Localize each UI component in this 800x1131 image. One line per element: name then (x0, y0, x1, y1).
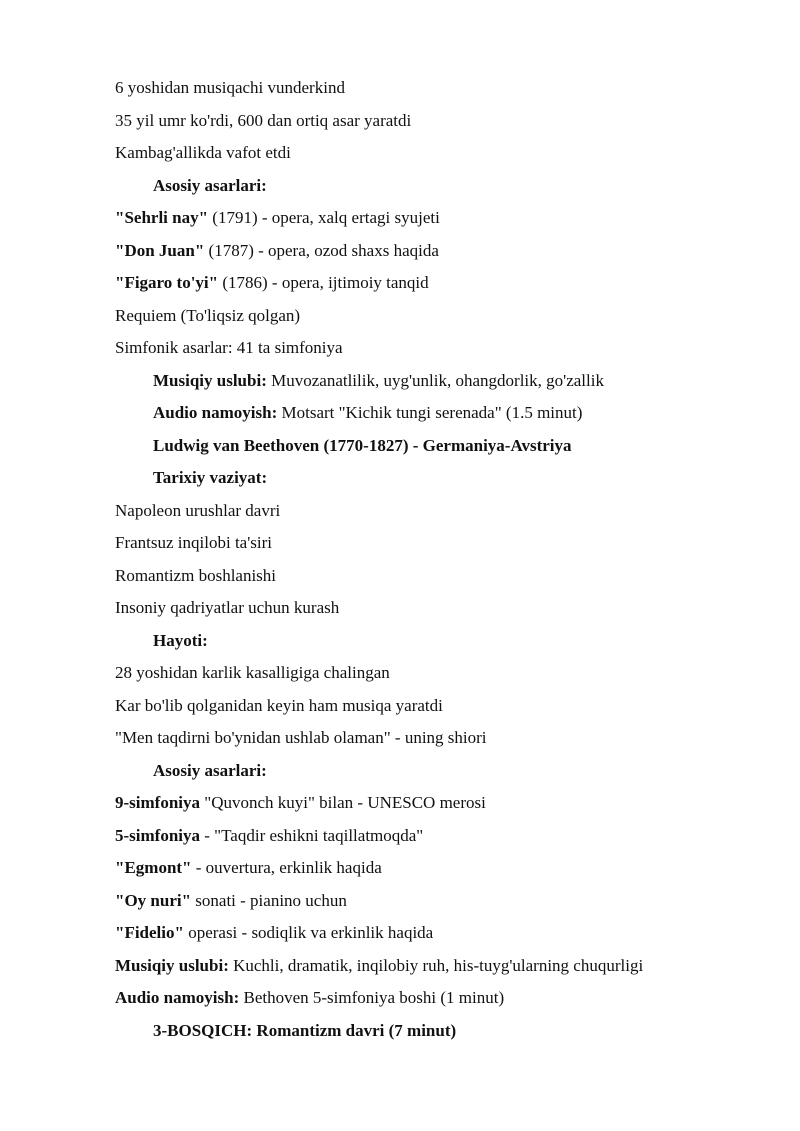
bold-label: Hayoti: (153, 630, 208, 650)
text-line (115, 592, 775, 625)
line-text: "Men taqdirni bo'ynidan ushlab olaman" - uning shiori (115, 728, 487, 747)
text-line (115, 917, 775, 950)
line-text: Kuchli, dramatik, inqilobiy ruh, his-tuyg'ularning chuqurligi (228, 955, 644, 975)
line-text: 28 yoshidan karlik kasalligiga chalingan (115, 663, 390, 682)
line-text: Requiem (To'liqsiz qolgan) (115, 305, 301, 325)
line-text: Kambag'allikda vafot etdi (115, 143, 291, 162)
line-text: operasi - sodiqlik va erkinlik haqida (183, 923, 434, 942)
text-line (115, 72, 775, 105)
line-text: sonati - pianino uchun (191, 890, 347, 910)
text-line (115, 365, 775, 398)
text-line (115, 137, 775, 170)
bold-label: "Don Juan" (115, 240, 205, 260)
text-line (115, 690, 775, 723)
text-line (115, 105, 775, 138)
bold-label: "Sehrli nay" (115, 208, 209, 227)
line-text: Romantizm boshlanishi (115, 565, 277, 585)
line-text: 6 yoshidan musiqachi vunderkind (115, 78, 345, 97)
text-line (115, 332, 775, 365)
text-line (115, 950, 775, 983)
bold-label: Musiqiy uslubi: (115, 955, 229, 975)
section-heading (115, 625, 775, 658)
line-text: Bethoven 5-simfoniya boshi (1 minut) (239, 988, 505, 1007)
bold-label: Ludwig van Beethoven (1770-1827) - Germaniya-Avstriya (153, 435, 572, 455)
text-line (115, 202, 775, 235)
bold-label: Tarixiy vaziyat: (153, 468, 268, 487)
document-body (115, 72, 775, 1047)
text-line (115, 852, 775, 885)
line-text: - ouvertura, erkinlik haqida (191, 858, 382, 877)
bold-label: "Fidelio" (115, 923, 184, 942)
section-heading (115, 462, 775, 495)
bold-label: Asosiy asarlari: (153, 175, 267, 195)
line-text: (1786) - opera, ijtimoiy tanqid (218, 273, 429, 292)
section-heading (115, 430, 775, 463)
bold-label: "Oy nuri" (115, 890, 192, 910)
line-text: "Quvonch kuyi" bilan - UNESCO merosi (200, 793, 486, 812)
text-line (115, 495, 775, 528)
line-text: Insoniy qadriyatlar uchun kurash (115, 598, 340, 617)
text-line (115, 397, 775, 430)
text-line (115, 527, 775, 560)
bold-label: Musiqiy uslubi: (153, 370, 267, 390)
line-text: (1791) - opera, xalq ertagi syujeti (208, 208, 440, 227)
bold-label: "Egmont" (115, 858, 192, 877)
line-text: - "Taqdir eshikni taqillatmoqda" (200, 825, 424, 845)
text-line (115, 982, 775, 1015)
line-text: Simfonik asarlar: 41 ta simfoniya (115, 338, 343, 357)
text-line (115, 560, 775, 593)
line-text: Frantsuz inqilobi ta'siri (115, 533, 272, 552)
text-line (115, 722, 775, 755)
line-text: Kar bo'lib qolganidan keyin ham musiqa yaratdi (115, 695, 443, 715)
bold-label: 9-simfoniya (115, 793, 200, 812)
text-line (115, 820, 775, 853)
text-line (115, 235, 775, 268)
bold-label: Asosiy asarlari: (153, 760, 267, 780)
bold-label: 3-BOSQICH: Romantizm davri (7 minut) (153, 1020, 457, 1040)
text-line (115, 267, 775, 300)
section-heading (115, 170, 775, 203)
line-text: Napoleon urushlar davri (115, 500, 281, 520)
section-heading (115, 755, 775, 788)
line-text: (1787) - opera, ozod shaxs haqida (204, 240, 439, 260)
bold-label: 5-simfoniya (115, 825, 200, 845)
bold-label: Audio namoyish: (153, 403, 278, 422)
line-text: 35 yil umr ko'rdi, 600 dan ortiq asar yaratdi (115, 110, 412, 130)
section-heading (115, 1015, 775, 1048)
text-line (115, 885, 775, 918)
text-line (115, 300, 775, 333)
text-line (115, 657, 775, 690)
bold-label: Audio namoyish: (115, 988, 240, 1007)
line-text: Motsart "Kichik tungi serenada" (1.5 minut) (277, 403, 583, 422)
text-line (115, 787, 775, 820)
line-text: Muvozanatlilik, uyg'unlik, ohangdorlik, go'zallik (266, 370, 604, 390)
bold-label: "Figaro to'yi" (115, 273, 219, 292)
